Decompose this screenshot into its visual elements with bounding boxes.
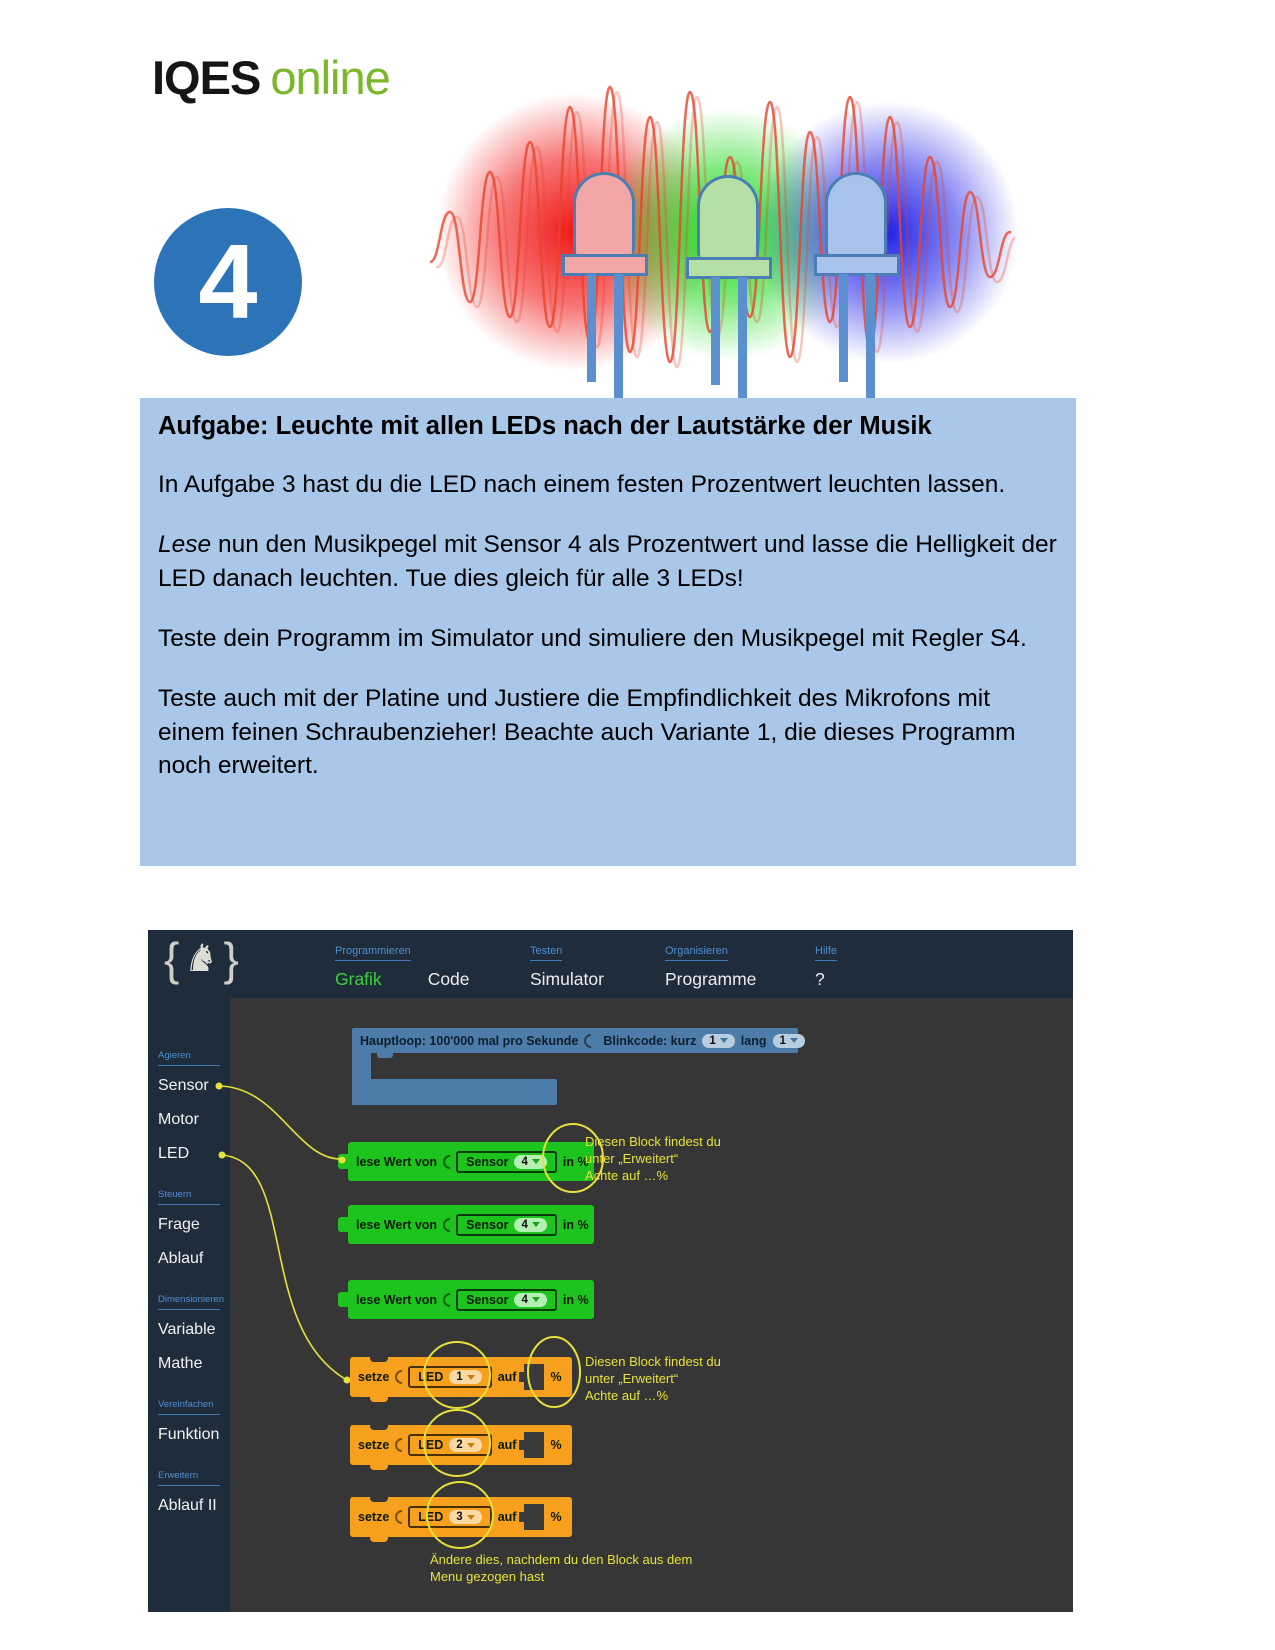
hauptloop-label: Hauptloop: 100'000 mal pro Sekunde [360, 1033, 579, 1048]
logo-text: IQES [152, 51, 261, 104]
nav-category-label: Programmieren [335, 945, 411, 961]
nav-tab-code[interactable]: Code [427, 969, 470, 989]
puzzle-connector-icon [395, 1370, 402, 1384]
nav-tab-programme[interactable]: Programme [665, 969, 757, 989]
palette-header: Dimensionieren [158, 1294, 220, 1310]
nav-category-label: Hilfe [815, 945, 837, 961]
blinkcode-lang-dropdown[interactable]: 1 [773, 1034, 805, 1048]
lese-wert-block-3[interactable]: lese Wert von Sensor 4 in % [348, 1280, 594, 1319]
sidebar-item-led[interactable]: LED [158, 1145, 190, 1162]
puzzle-connector-icon [584, 1034, 591, 1048]
puzzle-connector-icon [395, 1510, 402, 1524]
connector-line-sensor [219, 1086, 340, 1159]
task-box [140, 398, 1076, 866]
led-sub-block[interactable]: LED 3 [408, 1506, 491, 1528]
task-number-badge [154, 208, 302, 356]
lese-wert-block-2[interactable]: lese Wert von Sensor 4 in % [348, 1205, 594, 1244]
sensor-number-dropdown[interactable]: 4 [514, 1155, 546, 1169]
oxocard-logo [164, 933, 239, 985]
setze-led-block-2[interactable]: setze LED 2 auf % [350, 1425, 572, 1465]
sidebar-item-frage[interactable]: Frage [158, 1216, 200, 1233]
setze-led-block-1[interactable]: setze LED 1 auf % [350, 1357, 572, 1397]
value-socket[interactable] [524, 1504, 544, 1530]
palette-group-vereinfachen [158, 1399, 230, 1444]
app-header [148, 930, 1073, 998]
nav-group-hilfe [815, 941, 837, 990]
blinkcode-kurz-dropdown[interactable]: 1 [702, 1034, 734, 1048]
task-title: Aufgabe: Leuchte mit allen LEDs nach der Lautstärke der Musik [158, 412, 932, 440]
horse-icon: ♞ [184, 938, 219, 980]
palette-group-steuern [158, 1189, 230, 1268]
brace-right-icon: } [223, 933, 239, 985]
hauptloop-statement-notch [377, 1052, 393, 1058]
palette-header: Erweitern [158, 1470, 220, 1486]
led-sub-block[interactable]: LED 1 [408, 1366, 491, 1388]
red-led-icon [562, 172, 648, 276]
sidebar-item-mathe[interactable]: Mathe [158, 1355, 203, 1372]
nav-category-label: Testen [530, 945, 562, 961]
chevron-down-icon [532, 1222, 540, 1227]
palette-header: Agieren [158, 1050, 220, 1066]
nav-tab-simulator[interactable]: Simulator [530, 969, 604, 989]
blue-led-icon [814, 172, 900, 276]
task-paragraph: Lese nun den Musikpegel mit Sensor 4 als Prozentwert und lasse die Helligkeit der LED danach leuchten. Tue dies gleich für alle 3 LEDs! [158, 531, 1057, 592]
nav-tab-help[interactable]: ? [815, 969, 825, 989]
nav-group-programmieren [335, 941, 470, 990]
palette-header: Steuern [158, 1189, 220, 1205]
puzzle-connector-icon [443, 1218, 450, 1232]
logo-accent-text: online [270, 51, 390, 104]
led-number-dropdown[interactable]: 2 [449, 1438, 481, 1452]
task-paragraph: Teste auch mit der Platine und Justiere die Empfindlichkeit des Mikrofons mit einem feinen Schraubenzieher! Beachte auch Variante 1, die dieses Programm noch erweitert. [158, 685, 1016, 779]
annotation-led-hint: Diesen Block findest du unter „Erweitert“ Achte auf …% [585, 1354, 721, 1403]
sidebar-item-variable[interactable]: Variable [158, 1321, 216, 1338]
puzzle-connector-icon [395, 1438, 402, 1452]
nav-category-label: Organisieren [665, 945, 728, 961]
blinkcode-label: Blinkcode: kurz [603, 1033, 697, 1048]
sensor-sub-block[interactable]: Sensor 4 [456, 1289, 557, 1311]
chevron-down-icon [467, 1375, 475, 1380]
chevron-down-icon [467, 1443, 475, 1448]
puzzle-connector-icon [443, 1293, 450, 1307]
palette-header: Vereinfachen [158, 1399, 220, 1415]
sidebar-item-ablauf2[interactable]: Ablauf II [158, 1497, 217, 1514]
annotation-bottom-hint: Ändere dies, nachdem du den Block aus dem Menu gezogen hast [430, 1552, 693, 1584]
sidebar-item-funktion[interactable]: Funktion [158, 1426, 220, 1443]
palette-group-erweitern [158, 1470, 230, 1515]
puzzle-connector-icon [443, 1155, 450, 1169]
lese-wert-block-1[interactable]: lese Wert von Sensor 4 in % [348, 1142, 594, 1181]
block-palette-sidebar [148, 998, 230, 1612]
setze-led-block-3[interactable]: setze LED 3 auf % [350, 1497, 572, 1537]
value-socket[interactable] [524, 1364, 544, 1390]
sidebar-item-sensor[interactable]: Sensor [158, 1077, 209, 1094]
annotation-sensor-hint: Diesen Block findest du unter „Erweitert“ Achte auf …% [585, 1134, 721, 1183]
nav-group-testen [530, 941, 604, 990]
sidebar-item-ablauf[interactable]: Ablauf [158, 1250, 204, 1267]
palette-group-dimensionieren [158, 1294, 230, 1373]
sensor-number-dropdown[interactable]: 4 [514, 1293, 546, 1307]
sidebar-item-motor[interactable]: Motor [158, 1111, 199, 1128]
palette-group-agieren [158, 1050, 230, 1163]
sensor-number-dropdown[interactable]: 4 [514, 1218, 546, 1232]
chevron-down-icon [467, 1515, 475, 1520]
led-sub-block[interactable]: LED 2 [408, 1434, 491, 1456]
green-led-icon [686, 175, 772, 279]
led-number-dropdown[interactable]: 3 [449, 1510, 481, 1524]
task-paragraph: In Aufgabe 3 hast du die LED nach einem festen Prozentwert leuchten lassen. [158, 471, 1006, 498]
sensor-sub-block[interactable]: Sensor 4 [456, 1214, 557, 1236]
brace-left-icon: { [164, 933, 180, 985]
nav-tab-grafik[interactable]: Grafik [335, 969, 382, 989]
lang-label: lang [740, 1033, 767, 1048]
value-socket[interactable] [524, 1432, 544, 1458]
led-number-dropdown[interactable]: 1 [449, 1370, 481, 1384]
hauptloop-loop-arm [352, 1079, 557, 1105]
chevron-down-icon [532, 1159, 540, 1164]
chevron-down-icon [720, 1038, 728, 1043]
block-editor-screenshot [148, 930, 1073, 1612]
task-number: 4 [198, 223, 258, 341]
led-illustration [430, 62, 1015, 392]
chevron-down-icon [532, 1297, 540, 1302]
sensor-sub-block[interactable]: Sensor 4 [456, 1151, 557, 1173]
iqes-online-logo [152, 50, 390, 105]
connector-line-led [222, 1155, 345, 1379]
task-paragraph: Teste dein Programm im Simulator und simuliere den Musikpegel mit Regler S4. [158, 624, 1027, 652]
hauptloop-block[interactable] [352, 1028, 798, 1053]
nav-group-organisieren [665, 941, 756, 990]
chevron-down-icon [790, 1038, 798, 1043]
